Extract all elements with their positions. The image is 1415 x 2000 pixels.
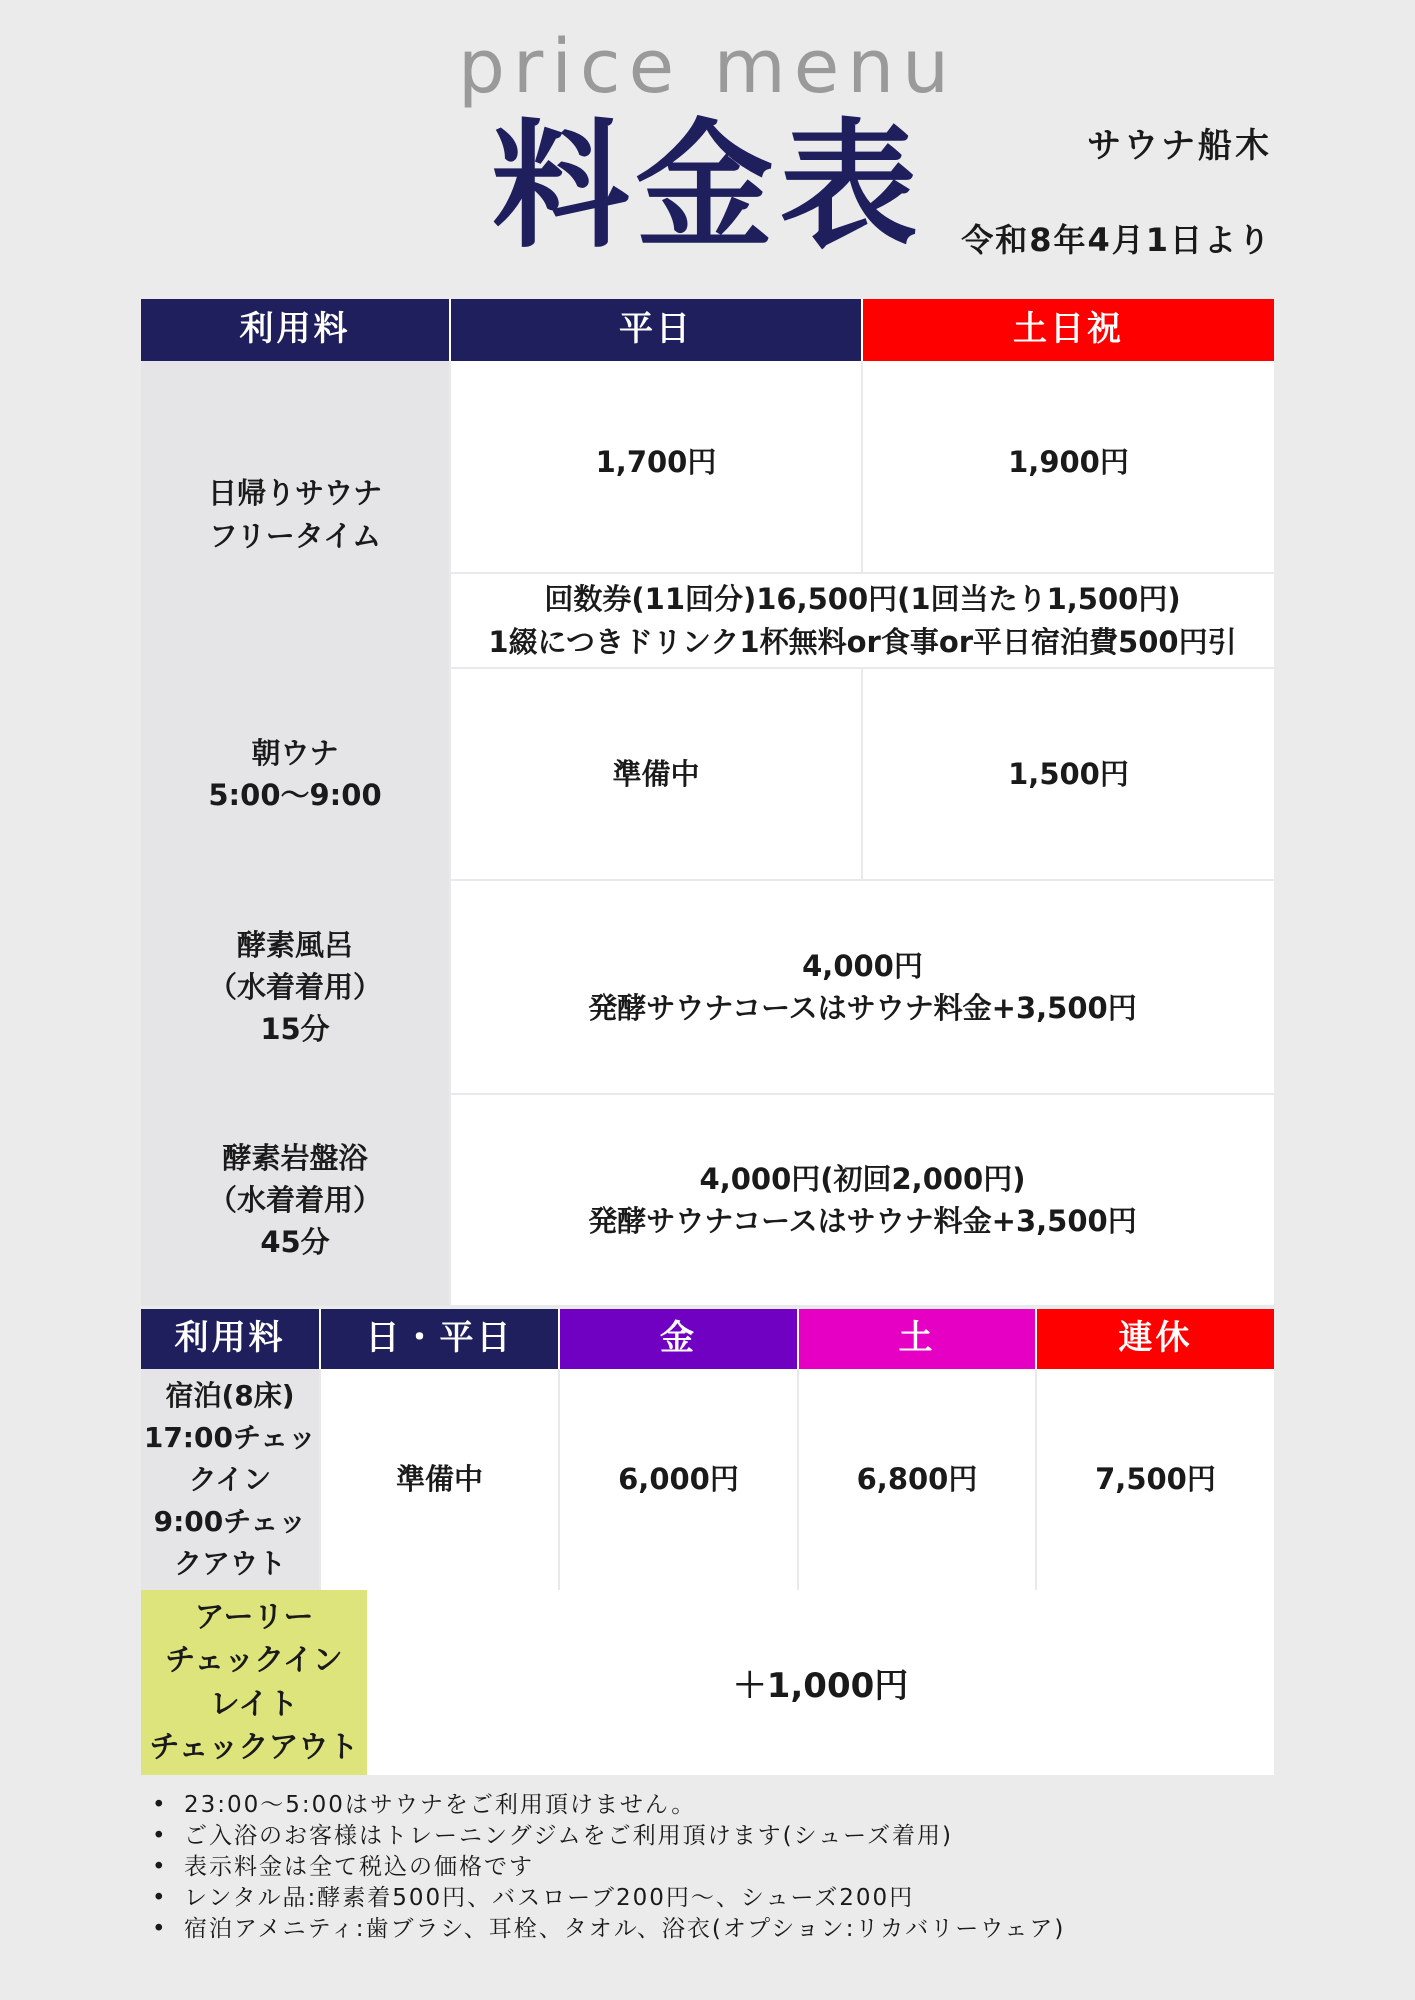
price-table-stay <box>141 1309 1274 1590</box>
effective-date: 令和8年4月1日より <box>961 221 1272 259</box>
row-label-morning: 朝ウナ 5:00〜9:00 <box>141 668 450 880</box>
notes-list <box>152 1790 1065 1945</box>
price-stay-saturday: 6,800円 <box>798 1369 1036 1590</box>
shop-name: サウナ船木 <box>1087 126 1272 166</box>
header-weekday: 平日 <box>450 299 862 361</box>
header-usage-fee-2: 利用料 <box>141 1309 320 1369</box>
header-sun-weekday: 日・平日 <box>320 1309 559 1369</box>
note-item: • 23:00〜5:00はサウナをご利用頂けません。 <box>152 1790 1065 1821</box>
price-early-late <box>367 1590 1274 1775</box>
header-weekend-holiday: 土日祝 <box>862 299 1274 361</box>
ticket-note: 回数券(11回分)16,500円(1回当たり1,500円) 1綴につきドリンク1杯無料or食事or平日宿泊費500円引 <box>450 573 1274 668</box>
price-stay-weekday: 準備中 <box>320 1369 559 1590</box>
note-item: • レンタル品:酵素着500円、バスローブ200円〜、シューズ200円 <box>152 1883 1065 1914</box>
row-label-enzyme-stone: 酵素岩盤浴 （水着着用） 45分 <box>141 1094 450 1306</box>
header-usage-fee: 利用料 <box>141 299 450 361</box>
header-friday: 金 <box>559 1309 798 1369</box>
header-saturday: 土 <box>798 1309 1036 1369</box>
note-item: • 表示料金は全て税込の価格です <box>152 1852 1065 1883</box>
row-label-stay: 宿泊(8床) 17:00チェッ クイン 9:00チェッ クアウト <box>141 1369 320 1590</box>
row-label-enzyme-bath: 酵素風呂 （水着着用） 15分 <box>141 880 450 1094</box>
price-day-sauna-weekend: 1,900円 <box>862 361 1274 573</box>
early-late-price-text: ＋1,000円 <box>732 1666 909 1706</box>
price-stay-friday: 6,000円 <box>559 1369 798 1590</box>
price-morning-weekday: 準備中 <box>450 668 862 880</box>
price-enzyme-bath: 4,000円 発酵サウナコースはサウナ料金+3,500円 <box>450 880 1274 1094</box>
header-holiday: 連休 <box>1036 1309 1274 1369</box>
note-item: • ご入浴のお客様はトレーニングジムをご利用頂けます(シューズ着用) <box>152 1821 1065 1852</box>
page-title: 料金表 <box>491 106 924 267</box>
price-enzyme-stone: 4,000円(初回2,000円) 発酵サウナコースはサウナ料金+3,500円 <box>450 1094 1274 1306</box>
price-morning-weekend: 1,500円 <box>862 668 1274 880</box>
note-item: • 宿泊アメニティ:歯ブラシ、耳栓、タオル、浴衣(オプション:リカバリーウェア) <box>152 1914 1065 1945</box>
row-label-day-sauna: 日帰りサウナ フリータイム <box>141 361 450 668</box>
price-day-sauna-weekday: 1,700円 <box>450 361 862 573</box>
price-table-main <box>141 299 1274 1307</box>
row-label-early-late <box>141 1590 367 1775</box>
price-stay-holiday: 7,500円 <box>1036 1369 1274 1590</box>
price-menu-subtitle: price menu <box>457 24 958 110</box>
early-late-label-text: アーリー チェックイン レイト チェックアウト <box>149 1599 359 1765</box>
